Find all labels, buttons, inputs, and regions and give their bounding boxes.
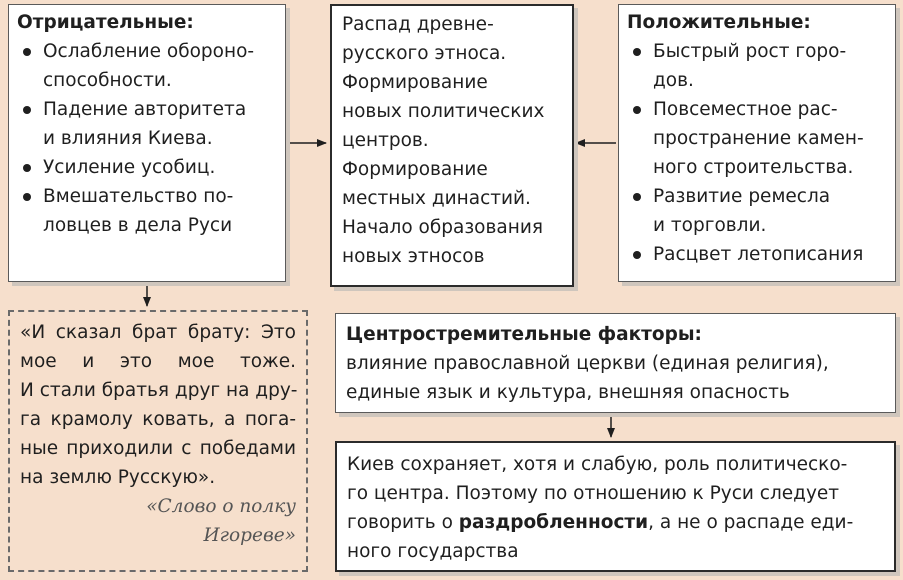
center-line: местных династий. [342,188,531,209]
center-line: новых этносов [342,246,485,267]
positive-item-line: пространение камен- [653,128,864,149]
negative-item-line: Падение авторитета [43,99,247,120]
quote-line: И стали братья друг на дру- [20,380,298,401]
negative-item-line: ловцев в дела Руси [43,215,233,236]
positive-item [627,37,889,95]
center-line: центров. [342,130,429,151]
quote-source: «Слово о полку [146,496,296,517]
positive-item-line: Повсеместное рас- [653,99,838,120]
negative-list [17,37,277,240]
negative-item-line: и влияния Киева. [43,128,213,149]
negative-title: Отрицательные: [17,12,194,33]
kiev-line: го центра. Поэтому по отношению к Руси следует [347,483,840,504]
positive-item-line: дов. [653,70,694,91]
centripetal-line: влияние православной церкви (единая религия), [346,353,829,374]
quote-line: мое и это мое тоже. [20,351,296,372]
negative-item-line: Ослабление обороно- [43,41,255,62]
negative-item [17,37,277,95]
negative-box [8,4,286,282]
positive-item [627,182,889,240]
kiev-emphasis: раздробленности [458,512,649,533]
quote-source: Игореве» [203,525,296,546]
centripetal-box [335,313,896,413]
positive-item-line: Расцвет летописания [653,244,864,265]
positive-item-line: Быстрый рост горо- [653,41,847,62]
quote-line: «И сказал брат брату: Это [20,322,296,343]
center-line: Формирование [342,159,488,180]
centripetal-line: единые язык и культура, внешняя опасность [346,382,790,403]
positive-item [627,240,889,269]
negative-item-line: Усиление усобиц. [43,157,216,178]
positive-list [627,37,889,269]
negative-item [17,182,277,240]
quote-line: га крамолу ковать, а пога- [20,409,296,430]
quote-line: ные приходили с победами [20,438,296,459]
positive-item-line: ного строительства. [653,157,854,178]
negative-item-line: способности. [43,70,172,91]
kiev-box [335,441,896,572]
positive-box [618,4,896,282]
negative-item [17,153,277,182]
positive-item-line: и торговли. [653,215,767,236]
center-box [330,4,574,287]
negative-item [17,95,277,153]
center-line: Распад древне- [342,14,494,35]
positive-item-line: Развитие ремесла [653,186,831,207]
kiev-text: , а не о распаде еди- [648,512,854,533]
center-line: Формирование [342,72,488,93]
quote-box [8,310,308,572]
center-line: Начало образования [342,217,543,238]
kiev-line: Киев сохраняет, хотя и слабую, роль политическо- [347,454,848,475]
center-line: русского этноса. [342,43,507,64]
positive-title: Положительные: [627,12,811,33]
kiev-text: говорить о [347,512,459,533]
centripetal-title: Центростремительные факторы: [346,324,702,345]
positive-item [627,95,889,182]
quote-line: на землю Русскую». [20,467,216,488]
kiev-line [347,508,884,537]
kiev-line: ного государства [347,541,519,562]
center-line: новых политических [342,101,545,122]
negative-item-line: Вмешательство по- [43,186,234,207]
